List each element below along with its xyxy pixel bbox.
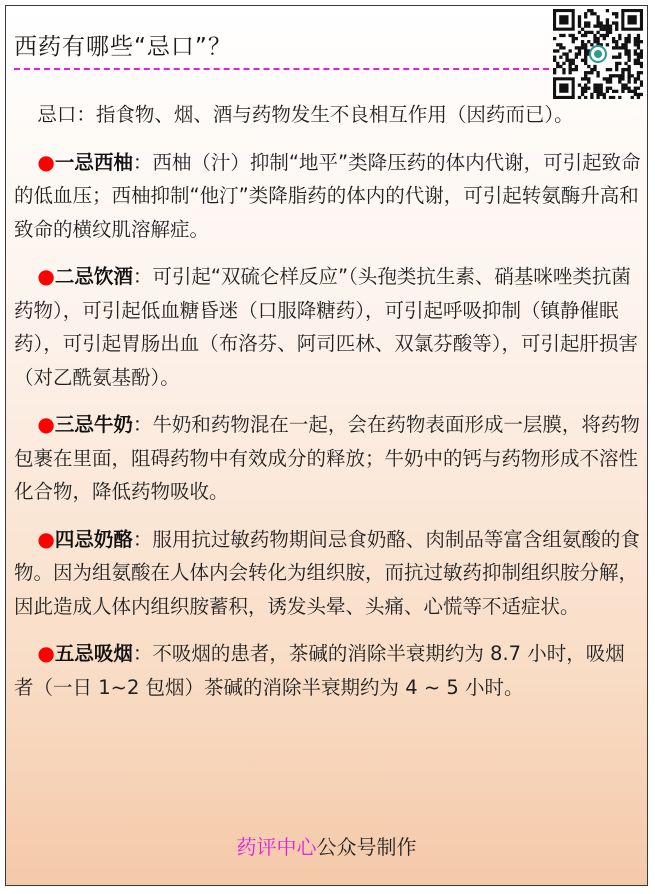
footer-suffix: 公众号制作 xyxy=(316,835,417,859)
section-text: ：可引起“双硫仑样反应”（头孢类抗生素、硝基咪唑类抗菌药物），可引起低血糖昏迷（口服降糖药），可引起呼吸抑制（镇静催眠药），可引起胃肠出血（布洛芬、阿司匹林、双氯芬酸等），可引起肝损害（对乙酰氨基酚）。 xyxy=(14,265,639,389)
intro-paragraph: 忌口：指食物、烟、酒与药物发生不良相互作用（因药而已）。 xyxy=(37,103,574,126)
section-heading: 一忌西柚 xyxy=(54,150,133,174)
section-paragraph xyxy=(14,637,642,704)
bullet-icon: ● xyxy=(37,412,55,436)
section-text: ：不吸烟的患者，茶碱的消除半衰期约为 8.7 小时，吸烟者（一日 1~2 包烟）茶碱的消除半衰期约为 4 ~ 5 小时。 xyxy=(14,642,625,699)
bullet-icon: ● xyxy=(37,526,55,551)
page-title: 西药有哪些“忌口”？ xyxy=(14,34,232,60)
bullet-icon: ● xyxy=(37,264,55,288)
section-paragraph xyxy=(14,408,642,509)
qr-code-icon xyxy=(553,9,643,99)
bullet-icon: ● xyxy=(37,641,55,665)
card xyxy=(5,5,648,886)
content xyxy=(14,98,642,704)
footer xyxy=(6,831,647,860)
section-text: ：服用抗过敏药物期间忌食奶酪、肉制品等富含组氨酸的食物。因为组氨酸在人体内会转化为组织胺，而抗过敏药抑制组织胺分解，因此造成人体内组织胺蓄积，诱发头晕、头痛、心慌等不适症状。 xyxy=(14,527,640,618)
section-heading: 四忌奶酪 xyxy=(54,527,133,551)
title-divider xyxy=(14,68,559,70)
section-paragraph xyxy=(14,260,642,394)
section-paragraph xyxy=(14,523,642,624)
bullet-icon: ● xyxy=(37,149,55,174)
section-heading: 二忌饮酒 xyxy=(54,265,133,288)
section-heading: 五忌吸烟 xyxy=(54,642,133,665)
section-text: ：牛奶和药物混在一起，会在药物表面形成一层膜，将药物包裹在里面，阻碍药物中有效成分的释放；牛奶中的钙与药物形成不溶性化合物，降低药物吸收。 xyxy=(14,413,640,503)
footer-brand: 药评中心 xyxy=(236,835,317,859)
section-heading: 三忌牛奶 xyxy=(54,413,133,436)
section-paragraph xyxy=(14,146,642,247)
section-text: ：西柚（汁）抑制“地平”类降压药的体内代谢，可引起致命的低血压；西柚抑制“他汀”类降脂药的体内的代谢，可引起转氨酶升高和致命的横纹肌溶解症。 xyxy=(14,150,641,241)
